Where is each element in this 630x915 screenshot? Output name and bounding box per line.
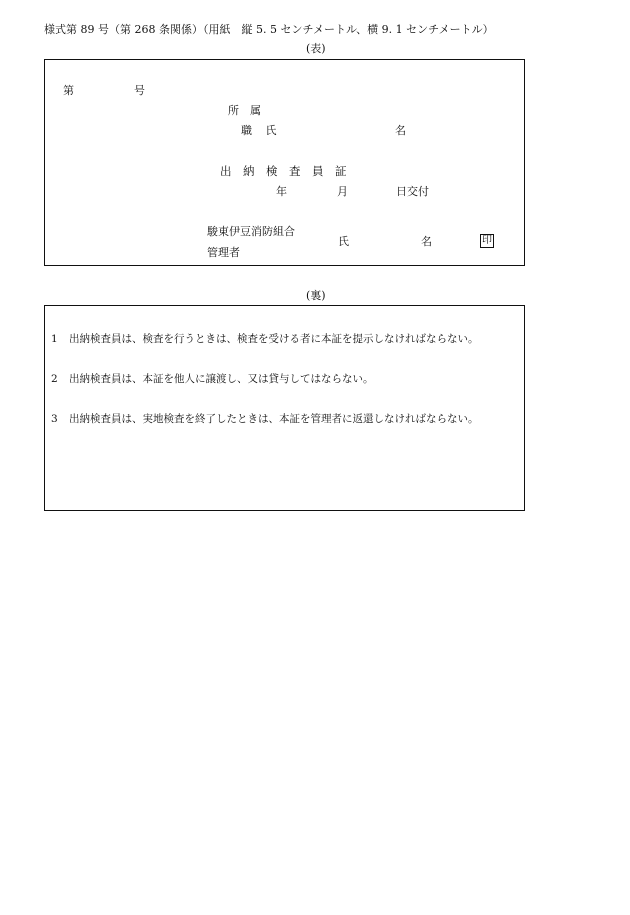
affiliation-label: 所 属 — [228, 104, 261, 117]
front-card — [44, 59, 525, 266]
item-number: 3 — [51, 413, 58, 425]
day-issued-label: 日交付 — [396, 185, 429, 198]
item-number: 1 — [51, 333, 58, 345]
number-suffix: 号 — [134, 84, 145, 97]
org-name: 駿東伊豆消防組合 — [207, 225, 295, 238]
back-card — [44, 305, 525, 511]
admin-surname-label: 氏 — [338, 235, 349, 248]
list-item — [51, 414, 479, 425]
item-text: 出納検査員は、実地検査を終了したときは、本証を管理者に返還しなければならない。 — [69, 413, 479, 425]
back-label: (裏) — [306, 289, 326, 302]
list-item — [51, 334, 479, 345]
admin-name-label: 名 — [421, 235, 432, 248]
item-number: 2 — [51, 373, 58, 385]
month-label: 月 — [337, 185, 348, 198]
front-label: (表) — [306, 42, 326, 55]
seal-mark: 印 — [482, 235, 492, 246]
list-item — [51, 374, 374, 385]
form-title: 様式第 89 号（第 268 条関係）（用紙 縦 5. 5 センチメートル、横 9. 1 センチメートル） — [44, 23, 494, 36]
admin-label: 管理者 — [207, 246, 240, 259]
item-text: 出納検査員は、本証を他人に譲渡し、又は貸与してはならない。 — [69, 373, 374, 385]
name-label: 名 — [395, 124, 406, 137]
card-title: 出 納 検 査 員 証 — [220, 164, 347, 178]
position-label: 職 氏 — [241, 124, 282, 137]
year-label: 年 — [276, 185, 287, 198]
item-text: 出納検査員は、検査を行うときは、検査を受ける者に本証を提示しなければならない。 — [69, 333, 479, 345]
number-prefix: 第 — [63, 84, 74, 97]
